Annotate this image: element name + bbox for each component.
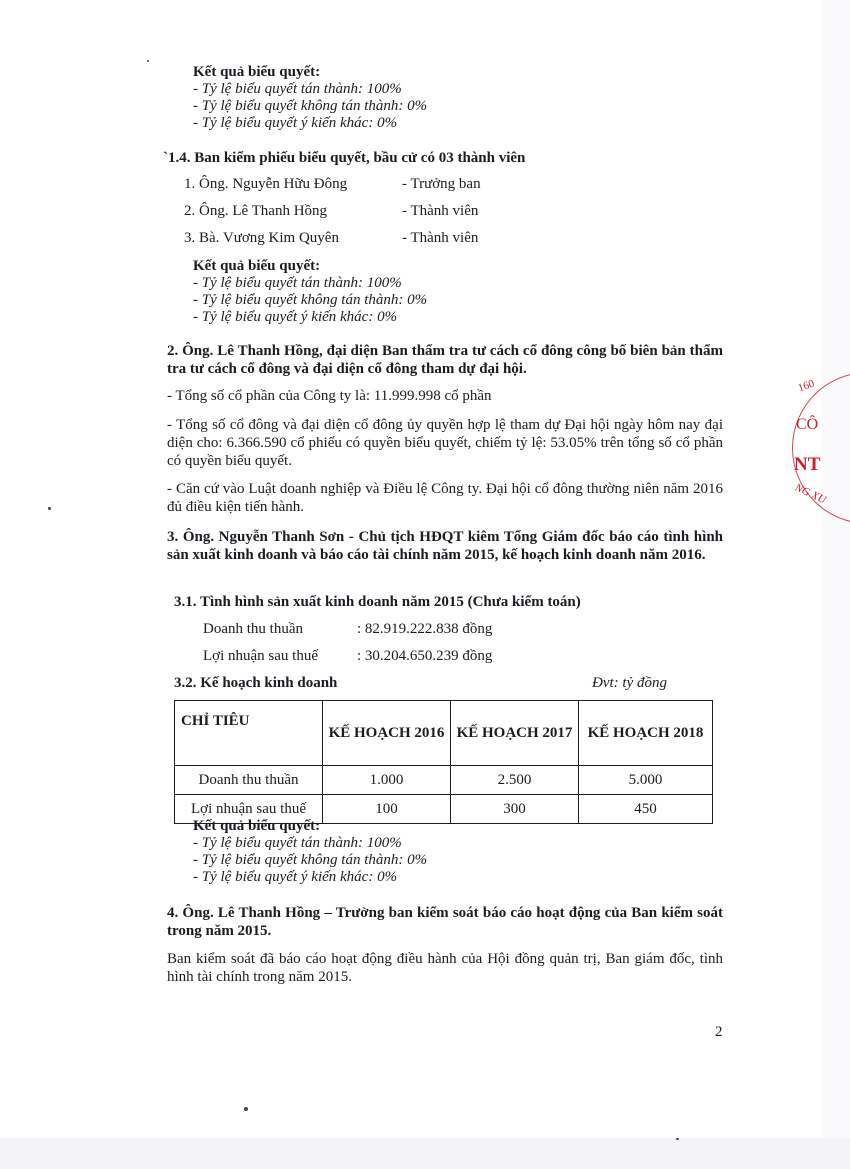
supervisory-report-paragraph: Ban kiểm soát đã báo cáo hoạt động điều hành của Hội đồng quản trị, Ban giám đốc, tình hình tài chính trong năm 2015. (167, 951, 723, 985)
scan-speck (244, 1107, 248, 1111)
quorum-paragraph: - Căn cứ vào Luật doanh nghiệp và Điều lệ Công ty. Đại hội cổ đông thường niên năm 2016 đủ điều kiện tiến hành. (167, 481, 723, 515)
vote-result-block (193, 818, 427, 886)
page-number: 2 (715, 1024, 723, 1040)
vote-approve-line: - Tỷ lệ biểu quyết tán thành: 100% (193, 81, 402, 97)
profit-value: : 30.204.650.239 đồng (357, 648, 493, 664)
scan-speck (147, 60, 149, 62)
member-name: 2. Ông. Lê Thanh Hồng (184, 203, 328, 219)
vote-result-title: Kết quả biểu quyết: (193, 818, 321, 834)
stamp-text: 160 (796, 377, 817, 395)
vote-reject-line: - Tỷ lệ biểu quyết không tán thành: 0% (193, 852, 428, 868)
member-role: - Thành viên (402, 203, 479, 219)
table-cell: Lợi nhuận sau thuế (175, 795, 323, 824)
total-shares-paragraph: - Tổng số cổ phần của Công ty là: 11.999.998 cổ phần (167, 388, 492, 404)
attendance-paragraph: - Tổng số cổ đông và đại diện cổ đông ủy quyền hợp lệ tham dự Đại hội ngày hôm nay đại diện cho: 6.366.590 cổ phiếu có quyền biểu quyết, chiếm tỷ lệ: 53.05% trên tổng số cổ phần có quyền biểu quyết. (167, 417, 723, 469)
table-row (175, 766, 713, 795)
section-heading-4: 4. Ông. Lê Thanh Hồng – Trưởng ban kiểm soát báo cáo hoạt động của Ban kiểm soát trong năm 2015. (167, 905, 723, 939)
vote-result-title: Kết quả biểu quyết: (193, 64, 321, 80)
table-cell: Doanh thu thuần (175, 766, 323, 795)
stamp-text: NT (794, 454, 821, 475)
member-role: - Trưởng ban (402, 176, 481, 192)
stamp-text: NG XU (792, 481, 828, 507)
member-role: - Thành viên (402, 230, 479, 246)
table-cell: 2.500 (451, 766, 579, 795)
table-header-row (175, 701, 713, 766)
vote-result-title: Kết quả biểu quyết: (193, 258, 321, 274)
table-header-cell: KẾ HOẠCH 2017 (451, 701, 579, 766)
subsection-heading-3-2: 3.2. Kế hoạch kinh doanh (174, 675, 338, 691)
vote-reject-line: - Tỷ lệ biểu quyết không tán thành: 0% (193, 292, 428, 308)
vote-result-block (193, 258, 427, 326)
vote-other-line: - Tỷ lệ biểu quyết ý kiến khác: 0% (193, 869, 398, 885)
stamp-text: CÔ (796, 416, 819, 433)
table-cell: 5.000 (579, 766, 713, 795)
section-heading-2: 2. Ông. Lê Thanh Hồng, đại diện Ban thẩm tra tư cách cổ đông công bố biên bản thẩm tra tư cách cổ đông và đại diện cổ đông tham dự đại hội. (167, 343, 723, 377)
revenue-label: Doanh thu thuần (203, 621, 303, 637)
scan-bottom-edge (0, 1138, 850, 1169)
table-cell: 100 (323, 795, 451, 824)
scan-speck (48, 507, 51, 510)
subsection-heading-3-1: 3.1. Tình hình sản xuất kinh doanh năm 2015 (Chưa kiểm toán) (174, 594, 581, 610)
unit-note: Đvt: tỷ đồng (592, 675, 667, 691)
section-heading-1-4: `1.4. Ban kiểm phiếu biểu quyết, bầu cử có 03 thành viên (163, 150, 526, 166)
table-cell: 1.000 (323, 766, 451, 795)
table-header-cell: KẾ HOẠCH 2018 (579, 701, 713, 766)
vote-approve-line: - Tỷ lệ biểu quyết tán thành: 100% (193, 275, 402, 291)
vote-other-line: - Tỷ lệ biểu quyết ý kiến khác: 0% (193, 115, 398, 131)
vote-reject-line: - Tỷ lệ biểu quyết không tán thành: 0% (193, 98, 428, 114)
vote-other-line: - Tỷ lệ biểu quyết ý kiến khác: 0% (193, 309, 398, 325)
scan-right-edge (822, 0, 850, 1169)
company-stamp (780, 372, 840, 522)
table-cell: 300 (451, 795, 579, 824)
member-name: 3. Bà. Vương Kim Quyên (184, 230, 339, 246)
scan-speck (676, 1138, 679, 1140)
table-header-cell: CHỈ TIÊU (175, 701, 323, 766)
profit-label: Lợi nhuận sau thuế (203, 648, 318, 664)
vote-approve-line: - Tỷ lệ biểu quyết tán thành: 100% (193, 835, 402, 851)
vote-result-block (193, 64, 427, 132)
member-name: 1. Ông. Nguyễn Hữu Đông (184, 176, 348, 192)
section-heading-3: 3. Ông. Nguyễn Thanh Sơn - Chủ tịch HĐQT kiêm Tổng Giám đốc báo cáo tình hình sản xuất kinh doanh và báo cáo tài chính năm 2015, kế hoạch kinh doanh năm 2016. (167, 529, 723, 563)
table-header-cell: KẾ HOẠCH 2016 (323, 701, 451, 766)
table-cell: 450 (579, 795, 713, 824)
revenue-value: : 82.919.222.838 đồng (357, 621, 493, 637)
business-plan-table (174, 700, 713, 824)
